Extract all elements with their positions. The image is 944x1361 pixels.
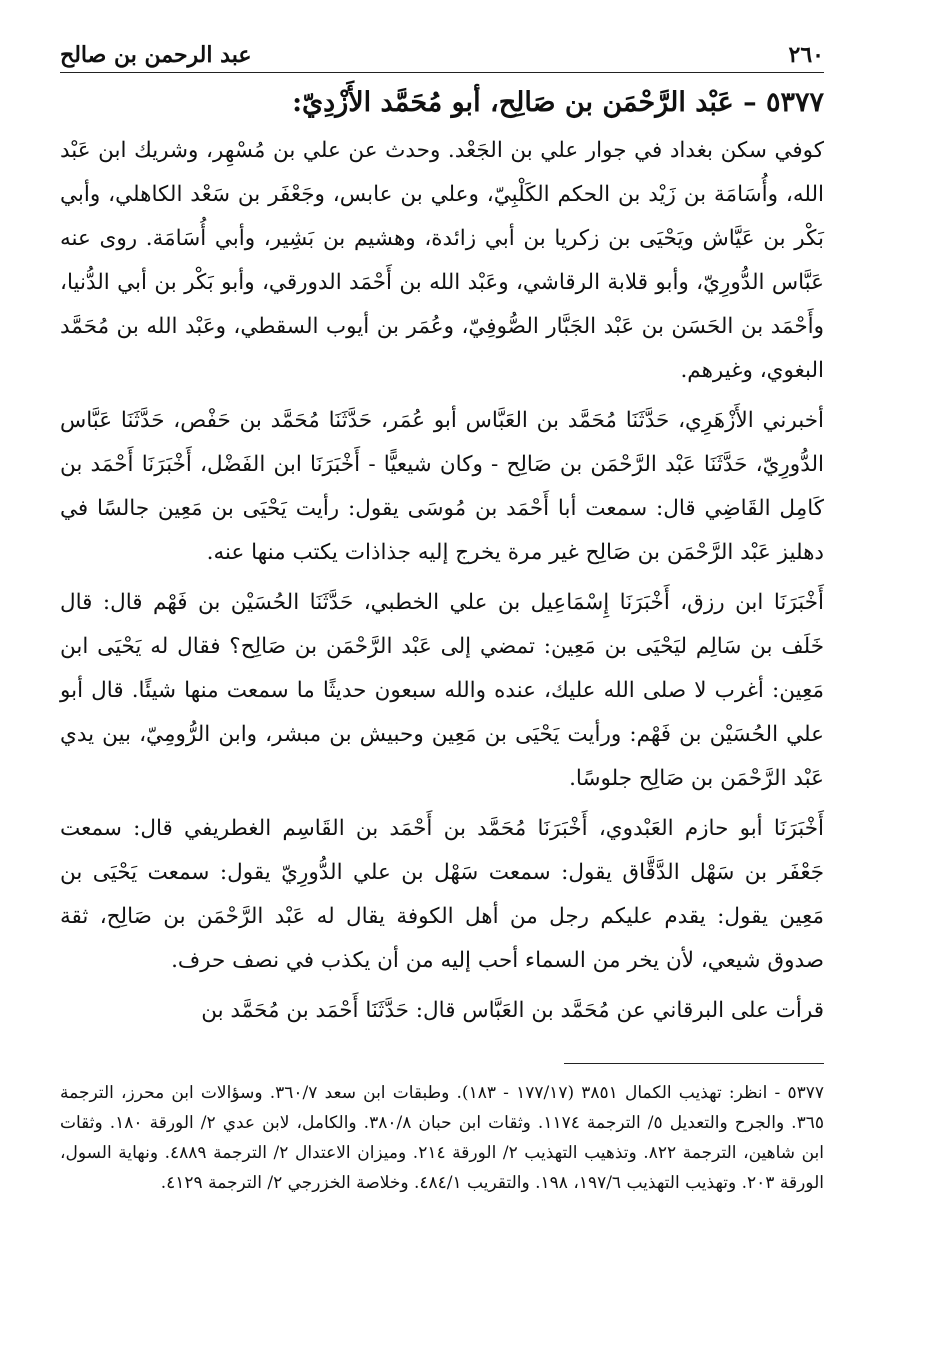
running-header [60, 40, 824, 73]
entry-paragraph-1: كوفي سكن بغداد في جوار علي بن الجَعْد. وحدث عن علي بن مُسْهِر، وشريك ابن عَبْد الله، وأُسَامَة بن زَيْد بن الحكم الكَلْبِيّ، وعلي بن عابس، وجَعْفَر بن سَعْد الكاهلي، وأبي بَكْر بن عَيَّاش ويَحْيَى بن زكريا بن أبي زائدة، وهشيم بن بَشِير، وأبي أُسَامَة. روى عنه عَبَّاس الدُّورِيّ، وأبو قلابة الرقاشي، وعَبْد الله بن أَحْمَد الدورقي، وأبو بَكْر بن أبي الدُّنيا، وأَحْمَد بن الحَسَن بن عَبْد الجَبَّار الصُّوفِيّ، وعُمَر بن أيوب السقطي، وعَبْد الله بن مُحَمَّد البغوي، وغيرهم. [60, 138, 824, 383]
entry-paragraph-5: قرأت على البرقاني عن مُحَمَّد بن العَبَّاس قال: حَدَّثَنَا أَحْمَد بن مُحَمَّد بن [201, 998, 824, 1023]
running-title: عبد الرحمن بن صالح [60, 42, 252, 68]
entry-paragraph-2: أخبرني الأَزْهَرِي، حَدَّثَنَا مُحَمَّد بن العَبَّاس أبو عُمَر، حَدَّثَنَا مُحَمَّد بن حَفْص، حَدَّثَنَا عَبَّاس الدُّورِيّ، حَدَّثَنَا عَبْد الرَّحْمَن بن صَالِح - وكان شيعيًّا - أَخْبَرَنَا ابن الفَضْل، أَخْبَرَنَا أَحْمَد بن كَامِل القَاضِي قال: سمعت أبا أَحْمَد بن مُوسَى يقول: رأيت يَحْيَى بن مَعِين جالسًا في دهليز عَبْد الرَّحْمَن بن صَالِح غير مرة يخرج إليه جذاذات يكتب منها عنه. [60, 408, 824, 565]
entry-paragraph-4: أَخْبَرَنَا أبو حازم العَبْدوي، أَخْبَرَنَا مُحَمَّد بن أَحْمَد بن القَاسِم الغطريفي قال: سمعت جَعْفَر بن سَهْل الدَّقَّاق يقول: سمعت سَهْل بن علي الدُّورِيّ يقول: سمعت يَحْيَى بن مَعِين يقول: يقدم عليكم رجل من أهل الكوفة يقال له عَبْد الرَّحْمَن بن صَالِح، ثقة صدوق شيعي، لأن يخر من السماء أحب إليه من أن يكذب في نصف حرف. [60, 816, 824, 973]
entry-paragraph-3: أَخْبَرَنَا ابن رزق، أَخْبَرَنَا إِسْمَاعِيل بن علي الخطبي، حَدَّثَنَا الحُسَيْن بن فَهْم قال: قال خَلَف بن سَالِم ليَحْيَى بن مَعِين: تمضي إلى عَبْد الرَّحْمَن بن صَالِح؟ فقال له يَحْيَى ابن مَعِين: أغرب لا صلى الله عليك، عنده والله سبعون حديثًا ما سمعت منها شيئًا. قال أبو علي الحُسَيْن بن فَهْم: ورأيت يَحْيَى بن مَعِين وحبيش بن مبشر، وابن الرُّومِيّ، بين يدي عَبْد الرَّحْمَن بن صَالِح جلوسًا. [60, 590, 825, 791]
entry-heading: ٥٣٧٧ – عَبْد الرَّحْمَن بن صَالِح، أبو مُحَمَّد الأَزْدِيّ: [292, 87, 824, 118]
book-page [60, 40, 824, 1198]
footnote: ٥٣٧٧ - انظر: تهذيب الكمال ٣٨٥١ (١٧٧/١٧ - ١٨٣). وطبقات ابن سعد ٣٦٠/٧. وسؤالات ابن محرز، الترجمة ٣٦٥. والجرح والتعديل ٥/ الترجمة ١١٧٤. وثقات ابن حبان ٣٨٠/٨. والكامل، لابن عدي ٢/ الورقة ١٨٠. وثقات ابن شاهين، الترجمة ٨٢٢. وتذهيب التهذيب ٢/ الورقة ٢١٤. وميزان الاعتدال ٢/ الترجمة ٤٨٨٩. ونهاية السول، الورقة ٢٠٣. وتهذيب التهذيب ١٩٧/٦، ١٩٨. والتقريب ٤٨٤/١. وخلاصة الخزرجي ٢/ الترجمة ٤١٢٩. [60, 1083, 824, 1193]
footnote-separator [564, 1063, 824, 1064]
footnote-rule-wrap [60, 1037, 824, 1064]
page-number: ٢٦٠ [788, 42, 824, 68]
